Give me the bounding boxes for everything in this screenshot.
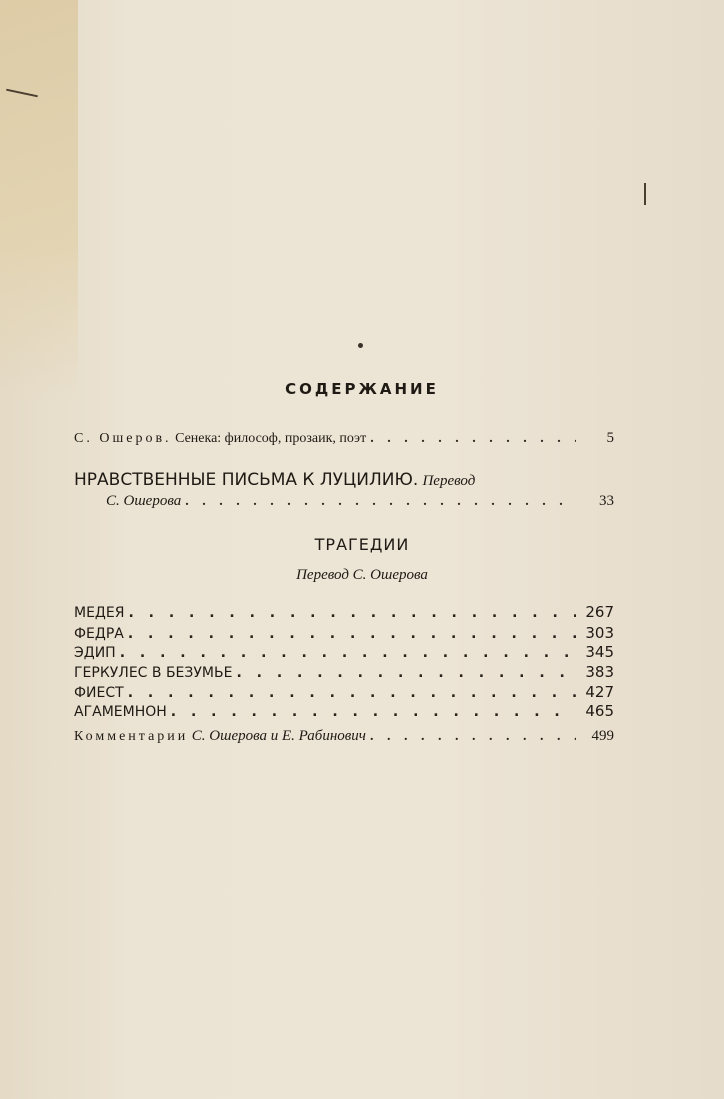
toc-entry-tragedy: [74, 624, 614, 642]
dot-leader: [128, 685, 576, 701]
dot-leader: [120, 645, 576, 661]
tragedy-title: ЭДИП: [74, 645, 116, 661]
tragedies-translator: Перевод С. Ошерова: [296, 567, 428, 583]
dot-leader: [370, 431, 576, 447]
commentary-label: Комментарии: [74, 729, 189, 744]
tragedy-page: 345: [585, 643, 614, 661]
tragedies-heading: ТРАГЕДИИ: [314, 535, 410, 554]
commentary-page: 499: [591, 728, 614, 744]
dot-leader: [370, 729, 576, 745]
tragedy-page: 267: [585, 603, 614, 621]
tragedy-title: ФИЕСТ: [74, 685, 124, 701]
tragedy-title: АГАМЕМНОН: [74, 704, 167, 720]
dot-leader: [128, 605, 576, 621]
commentary-authors: С. Ошерова и Е. Рабинович: [191, 728, 366, 744]
toc-entry-tragedy: [74, 683, 614, 701]
tragedy-title: ФЕДРА: [74, 626, 124, 642]
paper-stain: [0, 0, 78, 400]
intro-page: 5: [606, 430, 614, 446]
tragedy-page: 427: [585, 683, 614, 701]
tragedy-title: МЕДЕЯ: [74, 605, 125, 621]
tragedy-page: 303: [585, 624, 614, 642]
toc-entry-commentary: [74, 728, 614, 745]
toc-entry-letters: [74, 470, 614, 490]
intro-title: Сенека: философ, прозаик, поэт: [175, 431, 367, 446]
toc-entry-intro: [74, 430, 614, 447]
toc-entry-tragedy: [74, 603, 614, 621]
dot-leader: [185, 494, 576, 510]
tragedy-page: 465: [585, 702, 614, 720]
letters-translator-2: С. Ошерова: [106, 493, 182, 509]
letters-title: НРАВСТВЕННЫЕ ПИСЬМА К ЛУЦИЛИЮ.: [74, 470, 419, 490]
letters-page: 33: [599, 493, 614, 509]
toc-entry-tragedy: [74, 643, 614, 661]
toc-heading: СОДЕРЖАНИЕ: [285, 380, 439, 398]
pencil-mark-right: [644, 183, 646, 205]
dot-leader: [128, 626, 576, 642]
dot-leader: [236, 665, 576, 681]
tragedy-title: ГЕРКУЛЕС В БЕЗУМЬЕ: [74, 665, 233, 681]
letters-translator-1: Перевод: [422, 473, 476, 489]
ink-dot: [358, 343, 363, 348]
toc-entry-letters-cont: [106, 493, 614, 510]
intro-author: С. Ошеров.: [74, 431, 172, 446]
toc-entry-tragedy: [74, 702, 614, 720]
dot-leader: [171, 704, 576, 720]
toc-entry-tragedy: [74, 663, 614, 681]
tragedy-page: 383: [585, 663, 614, 681]
